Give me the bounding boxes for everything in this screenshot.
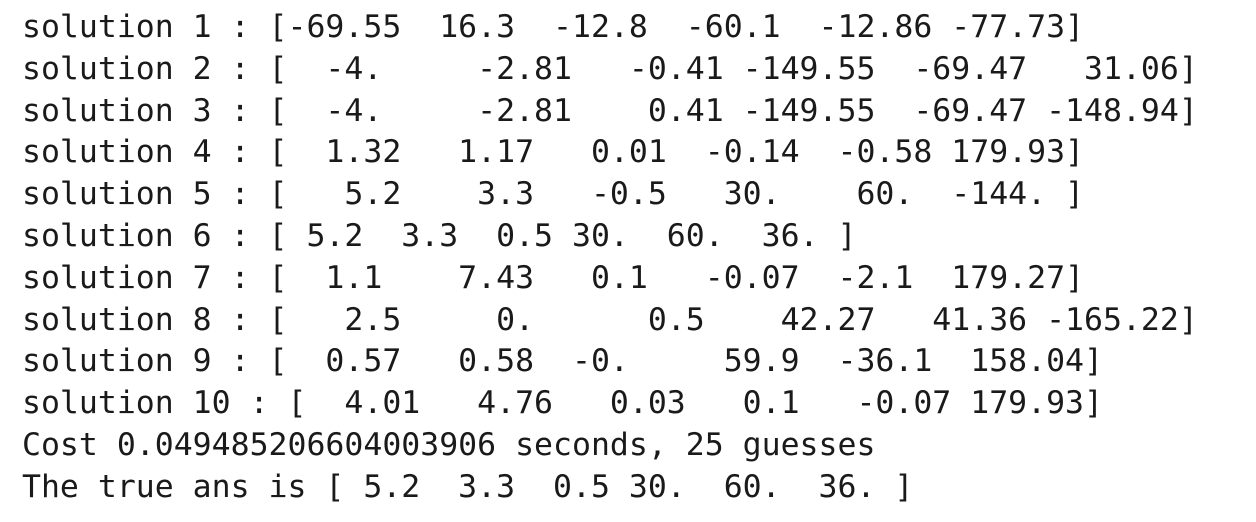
cost-line: Cost 0.04948520660400390​6 seconds, 25 guesses bbox=[22, 426, 876, 463]
true-answer-line: The true ans is [ 5.2 3.3 0.5 30. 60. 36. ] bbox=[22, 468, 914, 505]
solution-line: solution 9 : [ 0.57 0.58 -0. 59.9 -36.1 158.04] bbox=[22, 343, 1103, 380]
solution-line: solution 7 : [ 1.1 7.43 0.1 -0.07 -2.1 179.27] bbox=[22, 259, 1085, 296]
solution-line: solution 10 : [ 4.01 4.76 0.03 0.1 -0.07 179.93] bbox=[22, 385, 1103, 422]
solution-line: solution 8 : [ 2.5 0. 0.5 42.27 41.36 -165.22] bbox=[22, 301, 1198, 338]
solution-line: solution 5 : [ 5.2 3.3 -0.5 30. 60. -144. ] bbox=[22, 176, 1085, 213]
console-output bbox=[22, 7, 1247, 517]
solution-line: solution 1 : [-69.55 16.3 -12.8 -60.1 -12.86 -77.73] bbox=[22, 9, 1085, 45]
solution-line: solution 2 : [ -4. -2.81 -0.41 -149.55 -69.47 31.06] bbox=[22, 50, 1198, 87]
solution-line: solution 4 : [ 1.32 1.17 0.01 -0.14 -0.58 179.93] bbox=[22, 134, 1085, 171]
solution-line: solution 6 : [ 5.2 3.3 0.5 30. 60. 36. ] bbox=[22, 217, 857, 254]
solution-line: solution 3 : [ -4. -2.81 0.41 -149.55 -69.47 -148.94] bbox=[22, 92, 1198, 129]
